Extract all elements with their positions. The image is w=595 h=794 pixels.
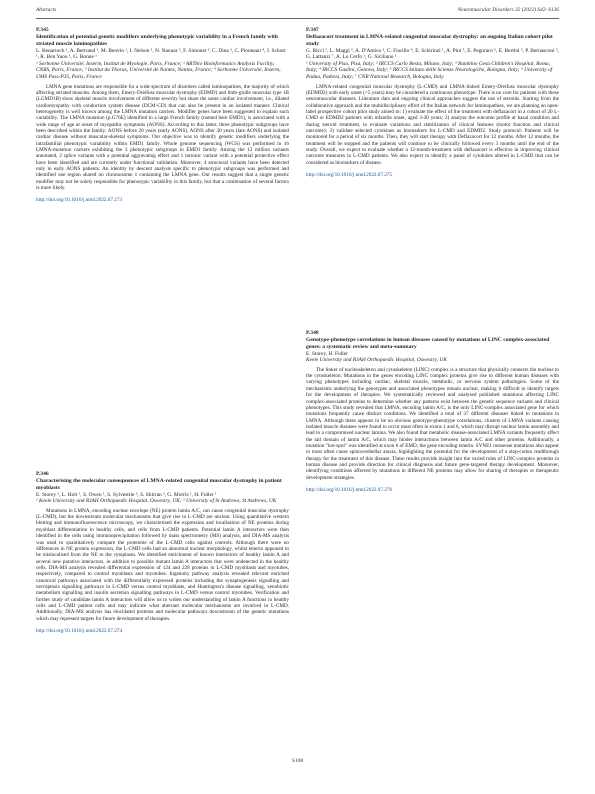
abstract-p348: [306, 330, 559, 493]
running-head: [36, 7, 559, 17]
abstract-affiliations: ¹ University of Pisa, Pisa, Italy; ² IRCCS Carlo Besta, Milano, Italy; ³ Bambino Gesù Children's Hospital, Roma, Italy; ⁴ IRCCS Gaslini, Genova, Italy; ⁵ IRCCS Istituto delle Scienze Neurologiche, Bologna, Italy; ⁶ University of Padua, Padova, Italy; ⁷ CNR National Research, Bologna, Italy: [306, 60, 553, 80]
abstract-authors: L. Benarroch ¹, A. Bertrand ¹, M. Beuvin ¹, I. Nelson ¹, N. Naouar ², F. Simonet ³, C. Dina ³, C. Pionneau ⁴, J. Schott ¹, R. Ben Yaou ¹, G. Bonne ¹: [36, 47, 286, 61]
header-rule: [36, 18, 559, 19]
doi-link[interactable]: http://doi.org/10.1016/j.nmd.2022.07.276: [306, 486, 393, 493]
abstract-p345: [36, 27, 289, 204]
doi-link[interactable]: http://doi.org/10.1016/j.nmd.2022.07.273: [36, 197, 123, 204]
abstract-affiliations: ¹ Sorbonne Université, Inserm, Institut de Myologie, Paris, France; ² ARTbio Bioinformatics Analysis Facility, CNRS, Paris, France; ³ Institut du Thorax, Université de Nantes, Nantes, France; ⁴ Sorbonne Université, Inserm, UMS Pass-P35, Paris, France: [36, 60, 281, 80]
abstract-title: Characterising the molecular consequences of LMNA-related congenital muscular dystrophy in patient myoblasts: [36, 478, 282, 491]
journal-section-label: Abstracts: [36, 7, 57, 13]
abstract-p347: [306, 27, 559, 178]
abstract-title: Genotype-phenotype correlations in human diseases caused by mutations of LINC complex-associated genes: a systematic review and meta-summary: [306, 337, 550, 350]
doi-link[interactable]: http://doi.org/10.1016/j.nmd.2022.07.274: [36, 627, 123, 634]
abstract-authors: E. Storey, H. Fuller: [306, 350, 348, 357]
abstract-number: P.346: [36, 471, 49, 477]
abstract-number: P.348: [306, 330, 319, 336]
doi-link[interactable]: http://doi.org/10.1016/j.nmd.2022.07.275: [306, 172, 393, 179]
abstract-authors: E. Storey ¹, L. Holt ¹, S. Owen ¹, S. Sylvestrie ², S. Shirran ², G. Morris ¹, H. Fuller ¹: [36, 491, 217, 498]
abstract-number: P.347: [306, 27, 319, 33]
abstract-title: Deflazacort treatment in LMNA-related congenital muscular dystrophy: an ongoing Italian cohort pilot study: [306, 34, 553, 47]
page-number: S108: [291, 758, 304, 764]
abstract-body: Mutations in LMNA, encoding nuclear envelope (NE) protein lamin A/C, can cause congenital muscular dystrophy (L-CMD), but the downstream molecular mechanisms that give rise to L-CMD are unclear. Using quantitative western blotting and immunofluorescence microscopy, we characterised the expression and localisation of NE proteins during myoblast differentiation in healthy cells, and cells from L-CMD patients. Potential lamin A interactors were then identified in the cells using immunoprecipitation followed by mass spectrometry (MS) analysis, and DIA-MS analysis was used to quantitatively compare the proteome of the L-CMD cells against controls. Although there were no differences in NE protein expression, the L-CMD cells had an abnormal nuclear morphology, whilst emerin appeared to be mislocalised from the NE to the cytoplasm. We identified enrichment of known interactors of healthy lamin A and several new putative interactors, in addition to possible mutant lamin A interactors that were undetected in the healthy cells. DIA-MS analysis revealed differential expression of 124 and 228 proteins in L-CMD myoblasts and myotubes, respectively, compared to control myoblasts and myotubes. Ingenuity pathway analysis revealed relevant enriched canonical pathways associated with the differentially expressed proteins including the synaptogenesis signalling and necroptosis signalling pathways in L-CMD versus control myoblasts, and Huntington's disease signalling, xenobiotic metabolism signalling and insulin secretion signalling pathways in L-CMD versus control myotubes. Verification and further study of candidate lamin A interactors will allow us to widen our understanding of lamin A functions in healthy cells and L-CMD patient cells and may indicate what aberrant molecular mechanisms are involved in L-CMD. Additionally, DIA-MS analysis has elucidated proteins and molecular pathways downstream of the genetic mutations which may represent targets for future development of therapies.: [36, 507, 289, 622]
abstract-p346: [36, 471, 289, 634]
abstract-affiliations: Keele University and RJAH Orthopaedic Hospital, Oswestry, UK: [306, 357, 447, 364]
abstract-affiliations: ¹ Keele University and RJAH Orthopaedic Hospital, Oswestry, UK; ² University of St Andrews, St Andrews, UK: [36, 498, 277, 505]
abstract-body: The linker of nucleoskeleton and cytoskeleton (LINC) complex is a structure that physically connects the nucleus to the cytoskeleton. Mutations in the genes encoding LINC complex proteins give rise to different human diseases with varying phenotypes including cardiac, skeletal muscle, metabolic, or nervous system pathologies. Some of the mechanisms underlying the genotypes and associated phenotypes remain unclear, making it difficult to identify targets for the development of therapies. We systematically reviewed and analysed published mutations affecting LINC complex-associated proteins to determine whether any patterns exist between the genetic sequence variants and clinical phenotypes. This study revealed that LMNA, encoding lamin A/C, is the only LINC-complex associated gene for which mutations frequently cause distinct conditions. We identified a total of 37 different diseases linked to mutations in LMNA. Although there appears to be no obvious genotype-phenotype correlations, clusters of LMNA variants causing isolated muscle diseases were found to occur most often in exons 1 and 6, which may disrupt nuclear lamin assembly and lead to a compromised nuclear lamina. We also found that metabolic disease-associated LMNA variants frequently affect the tail domain of lamin A/C, which may hinder interactions between lamin A/C and other proteins. Additionally, a mutation "hot-spot" was identified at exon 6 of EMD, the gene encoding emerin. SYNE1 nonsense mutations also appear to most often cause spinocerebellar ataxia, highlighting the potential for the development of a stop-codon readthrough therapy for the treatment of this disease. These results provide insight into the varied roles of LINC-complex proteins in human disease and provide direction for clinical diagnosis and future gene-targeted therapy development. Moreover, identifying conditions affected by mutations in different NE proteins may allow for sharing of therapies or therapeutic development strategies.: [306, 366, 559, 481]
abstract-number: P.345: [36, 27, 49, 33]
abstract-body: LMNA gene mutations are responsible for a wide spectrum of disorders called laminopathies, the majority of which affecting striated muscles. Among them, Emery-Dreifuss muscular dystrophy (EDMD) and limb-girdle muscular type 1B (LGMD1B) show skeletal muscle involvement of different severity but share the same cardiac involvement, i.e., dilated cardiomyopathy with conduction system disease (DCM-CD) that can also be present in an isolated manner. Clinical heterogeneity is well known among the LMNA mutation carriers. Modifier genes have been suggested to explain such variability. The LMNA mutation (p.G76E) identified in a large French family (named here EMD1), is associated with a wide range of age at onset of myopathic symptoms (AONS). According to this latter, three phenotypic subgroups have been described within the family: AONS before 20 years (early AONS), AONS after 30 years (late AONS) and isolated cardiac disease without muscular-skeletal symptoms. Our objective was to identify genetic modifiers underlying the intrafamilial phenotypic variability within EMD1 family. Whole genome sequencing (WGS) was performed in 16 LMNA-mutation carriers exhibiting the 3 phenotypic subgroups in EMD1 family. Among the 12 million variants annotated, 2 splice variants with a potential aggravating effect and 1 intronic variant with a potential protective effect have been identified and are currently under functional validation. Moreover, 4 structural variants have been detected only in early AONS patients. An identity by descent analysis specific to phenotypic subgroups was performed and identified one region shared on chromosome 1 containing the LMNA gene. Our results suggest that a single genetic modifier may not be solely responsible for phenotypic variability in this family, but that a combination of several factors is more likely.: [36, 83, 289, 192]
abstract-authors: G. Ricci ¹, L. Maggi ², A. D'Amico ³, C. Fiorillo ⁴, E. Schirinzi ¹, A. Pini ⁵, E. Pegoraro ⁶, E. Bertini ³, P. Bernasconi ², G. Lattanzi ⁷, A. Lo Cerfo ¹, G. Siciliano ¹: [306, 47, 559, 61]
abstract-title: Identification of potential genetic modifiers underlying phenotypic variability in a French family with striated muscle laminopathies: [36, 34, 278, 47]
journal-citation: Neuromuscular Disorders 32 (2022) S42–S136: [457, 7, 559, 13]
abstract-body: LMNA-related congenital muscular dystrophy (L-CMD) and LMNA-linked Emery-Dreifuss muscular dystrophy (EDMD2) with early onset (<5 years) may be considered a continuous phenotype. There is no cure for patients with these neuromuscular diseases. Literature data and ongoing clinical approaches suggest the use of steroids. Starting from the collaborative approach and the multidisciplinary effort of the Italian network for laminopathies, we are planning an open-label prospective cohort pilot study aimed to: 1) evaluate the effect of the treatment with deflazacort in a cohort of 20 L-CMD or EDMD2 patients with infantile onset, aged 3-30 years; 2) analyse the outcome profile at basal condition and during steroid treatment, to evaluate variations and stabilization of clinical features (motor function and clinical outcome); 3) validate selected cytokines as biomarkers for L-CMD and EDMD2. Study protocol: Patients will be monitored for a period of six months. Then, they will start therapy with Deflazacort for 12 months. After 12 months, the treatment will be stopped and the patients will continue to be clinically followed every 3 months until the end of the study. Overall, we expect to evaluate whether a 12-month-treatment with deflazacort is effective in improving clinical outcome measures in L-CMD patients. We also expect to identify a panel of cytokines altered in L-CMD that can be considered as biomarkers of disease.: [306, 83, 559, 166]
